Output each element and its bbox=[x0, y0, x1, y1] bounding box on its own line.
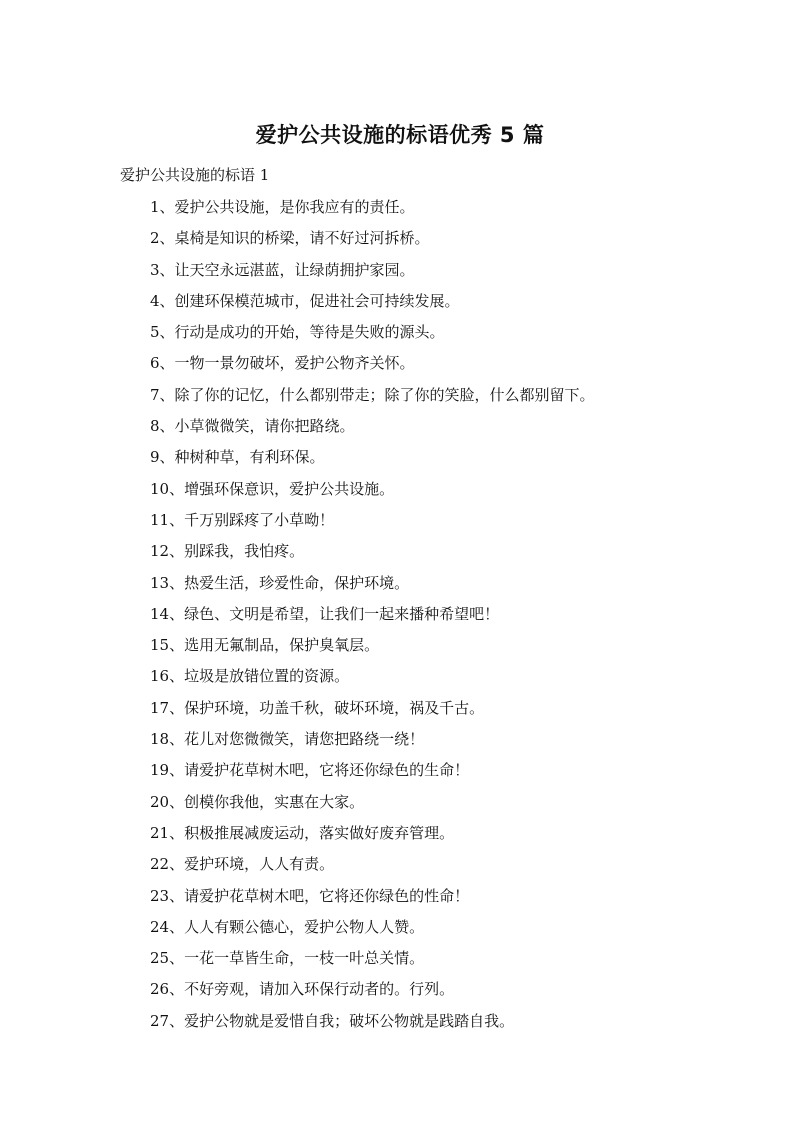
list-item: 25、一花一草皆生命，一枝一叶总关情。 bbox=[150, 949, 425, 968]
list-item: 18、花儿对您微微笑，请您把路绕一绕！ bbox=[150, 730, 425, 749]
list-item: 4、创建环保模范城市，促进社会可持续发展。 bbox=[150, 291, 460, 310]
list-item: 17、保护环境，功盖千秋，破坏环境，祸及千古。 bbox=[150, 698, 485, 717]
list-item: 6、一物一景勿破坏，爱护公物齐关怀。 bbox=[150, 354, 415, 373]
list-item: 21、积极推展减废运动，落实做好废弃管理。 bbox=[150, 823, 455, 842]
document-title: 爱护公共设施的标语优秀 5 篇 bbox=[255, 123, 545, 147]
list-item: 3、让天空永远湛蓝，让绿荫拥护家园。 bbox=[150, 260, 415, 279]
list-item: 24、人人有颗公德心，爱护公物人人赞。 bbox=[150, 917, 425, 936]
list-item: 22、爱护环境，人人有责。 bbox=[150, 855, 335, 874]
slogan-list bbox=[150, 192, 595, 1037]
list-item: 16、垃圾是放错位置的资源。 bbox=[150, 667, 350, 686]
list-item: 20、创模你我他，实惠在大家。 bbox=[150, 792, 365, 811]
list-item: 12、别踩我，我怕疼。 bbox=[150, 542, 305, 561]
list-item: 9、种树种草，有利环保。 bbox=[150, 448, 325, 467]
list-item: 1、爱护公共设施，是你我应有的责任。 bbox=[150, 198, 415, 216]
list-item: 2、桌椅是知识的桥梁，请不好过河拆桥。 bbox=[150, 229, 430, 248]
list-item: 7、除了你的记忆，什么都别带走；除了你的笑脸，什么都别留下。 bbox=[150, 385, 595, 404]
list-item: 26、不好旁观，请加入环保行动者的。行列。 bbox=[150, 980, 455, 999]
list-item: 11、千万别踩疼了小草呦！ bbox=[150, 510, 335, 529]
list-item: 15、选用无氟制品，保护臭氧层。 bbox=[150, 636, 380, 655]
list-item: 23、请爱护花草树木吧，它将还你绿色的性命！ bbox=[150, 886, 470, 905]
list-item: 13、热爱生活，珍爱性命，保护环境。 bbox=[150, 573, 410, 592]
list-item: 19、请爱护花草树木吧，它将还你绿色的生命！ bbox=[150, 761, 470, 780]
list-item: 5、行动是成功的开始，等待是失败的源头。 bbox=[150, 323, 445, 342]
list-item: 10、增强环保意识，爱护公共设施。 bbox=[150, 479, 395, 498]
list-item: 8、小草微微笑，请你把路绕。 bbox=[150, 417, 355, 436]
list-item: 14、绿色、文明是希望，让我们一起来播种希望吧！ bbox=[150, 604, 500, 623]
list-item: 27、爱护公物就是爱惜自我；破坏公物就是践踏自我。 bbox=[150, 1011, 515, 1030]
section-heading: 爱护公共设施的标语 1 bbox=[120, 166, 270, 184]
